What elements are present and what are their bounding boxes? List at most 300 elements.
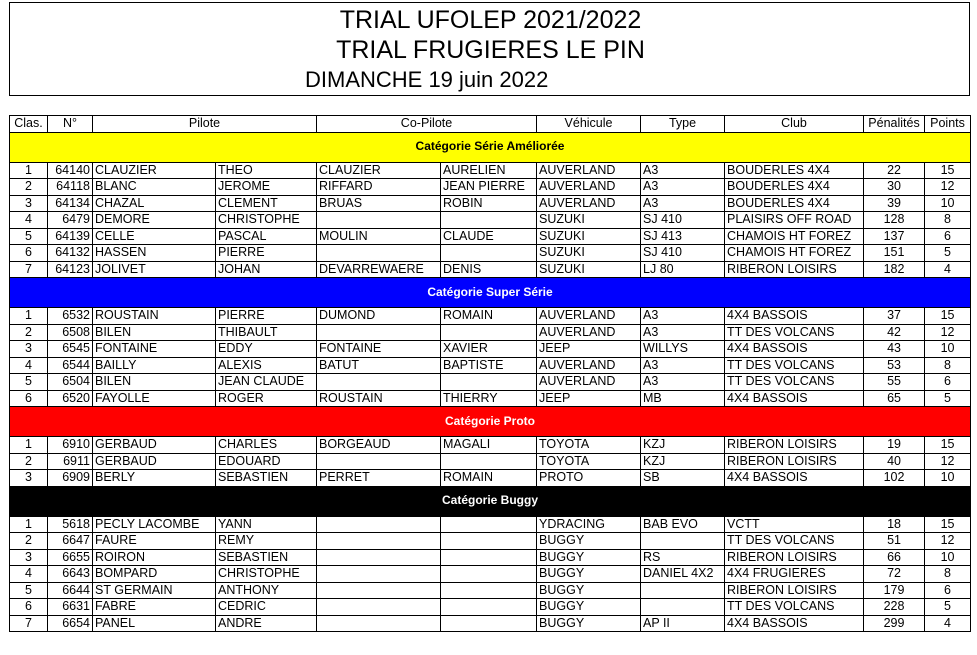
table-row: [10, 533, 971, 550]
table-cell: 2: [10, 533, 48, 550]
table-cell: 4X4 FRUGIERES: [725, 566, 864, 583]
table-cell: PANEL: [93, 615, 216, 632]
table-cell: EDDY: [216, 341, 317, 358]
table-cell: ROIRON: [93, 549, 216, 566]
table-row: [10, 162, 971, 179]
table-cell: THIBAULT: [216, 324, 317, 341]
col-header: Clas.: [10, 116, 48, 133]
table-cell: 30: [864, 179, 925, 196]
table-cell: BUGGY: [537, 582, 641, 599]
table-cell: [317, 453, 441, 470]
table-cell: 64139: [48, 228, 93, 245]
table-header-row: [10, 116, 971, 133]
table-cell: 4: [10, 212, 48, 229]
table-cell: A3: [641, 179, 725, 196]
table-cell: CLEMENT: [216, 195, 317, 212]
table-cell: BILEN: [93, 324, 216, 341]
table-cell: SJ 410: [641, 245, 725, 262]
col-header: Club: [725, 116, 864, 133]
table-cell: [441, 453, 537, 470]
table-cell: 6: [925, 228, 971, 245]
table-cell: 3: [10, 549, 48, 566]
table-row: [10, 308, 971, 325]
table-cell: 5: [10, 228, 48, 245]
table-row: [10, 374, 971, 391]
table-cell: JEAN PIERRE: [441, 179, 537, 196]
table-cell: SB: [641, 470, 725, 487]
table-cell: SUZUKI: [537, 261, 641, 278]
table-cell: 6631: [48, 599, 93, 616]
table-cell: [317, 324, 441, 341]
table-cell: 137: [864, 228, 925, 245]
table-cell: 4X4 BASSOIS: [725, 341, 864, 358]
table-cell: [441, 582, 537, 599]
table-cell: XAVIER: [441, 341, 537, 358]
table-cell: YANN: [216, 516, 317, 533]
table-cell: 1: [10, 162, 48, 179]
table-row: [10, 195, 971, 212]
table-cell: ANTHONY: [216, 582, 317, 599]
table-cell: BRUAS: [317, 195, 441, 212]
table-cell: RIBERON LOISIRS: [725, 549, 864, 566]
category-row: [10, 278, 971, 308]
table-cell: RIFFARD: [317, 179, 441, 196]
table-cell: EDOUARD: [216, 453, 317, 470]
table-cell: 6: [10, 390, 48, 407]
table-cell: 19: [864, 437, 925, 454]
table-cell: BOMPARD: [93, 566, 216, 583]
table-cell: SUZUKI: [537, 212, 641, 229]
table-cell: SEBASTIEN: [216, 549, 317, 566]
table-cell: [441, 212, 537, 229]
table-cell: 15: [925, 162, 971, 179]
table-cell: 43: [864, 341, 925, 358]
table-cell: DUMOND: [317, 308, 441, 325]
table-cell: 1: [10, 516, 48, 533]
table-cell: 6508: [48, 324, 93, 341]
table-cell: SJ 413: [641, 228, 725, 245]
category-title: Catégorie Série Améliorée: [10, 132, 971, 162]
col-header: Pénalités: [864, 116, 925, 133]
results-table: [9, 115, 971, 632]
table-cell: BUGGY: [537, 566, 641, 583]
table-cell: [441, 374, 537, 391]
table-cell: 5: [925, 245, 971, 262]
category-title: Catégorie Proto: [10, 407, 971, 437]
table-cell: 228: [864, 599, 925, 616]
table-cell: GERBAUD: [93, 453, 216, 470]
table-cell: 22: [864, 162, 925, 179]
table-cell: 1: [10, 308, 48, 325]
table-cell: ROMAIN: [441, 308, 537, 325]
table-cell: BOUDERLES 4X4: [725, 195, 864, 212]
col-header: Pilote: [93, 116, 317, 133]
table-cell: BORGEAUD: [317, 437, 441, 454]
title-line-1: TRIAL UFOLEP 2021/2022: [339, 6, 642, 34]
table-cell: SEBASTIEN: [216, 470, 317, 487]
table-cell: ROUSTAIN: [317, 390, 441, 407]
table-cell: 2: [10, 324, 48, 341]
table-cell: 6911: [48, 453, 93, 470]
table-row: [10, 261, 971, 278]
table-cell: 179: [864, 582, 925, 599]
table-cell: 53: [864, 357, 925, 374]
table-cell: PIERRE: [216, 245, 317, 262]
table-cell: 3: [10, 470, 48, 487]
table-cell: CHAMOIS HT FOREZ: [725, 228, 864, 245]
table-row: [10, 615, 971, 632]
table-cell: 1: [10, 437, 48, 454]
table-row: [10, 324, 971, 341]
table-cell: GERBAUD: [93, 437, 216, 454]
table-cell: THEO: [216, 162, 317, 179]
table-cell: 182: [864, 261, 925, 278]
table-cell: 10: [925, 470, 971, 487]
table-cell: FAURE: [93, 533, 216, 550]
table-row: [10, 566, 971, 583]
category-row: [10, 407, 971, 437]
table-cell: 64132: [48, 245, 93, 262]
table-cell: [441, 533, 537, 550]
table-cell: [441, 245, 537, 262]
table-cell: TOYOTA: [537, 453, 641, 470]
table-cell: PROTO: [537, 470, 641, 487]
table-cell: [317, 599, 441, 616]
table-cell: TT DES VOLCANS: [725, 533, 864, 550]
table-cell: BAB EVO: [641, 516, 725, 533]
table-cell: 7: [10, 261, 48, 278]
table-row: [10, 245, 971, 262]
table-row: [10, 179, 971, 196]
table-row: [10, 212, 971, 229]
table-cell: [441, 615, 537, 632]
table-cell: 55: [864, 374, 925, 391]
table-cell: AUVERLAND: [537, 162, 641, 179]
table-cell: 6544: [48, 357, 93, 374]
table-cell: 42: [864, 324, 925, 341]
table-cell: 64118: [48, 179, 93, 196]
table-cell: CHRISTOPHE: [216, 566, 317, 583]
table-cell: 15: [925, 437, 971, 454]
table-cell: HASSEN: [93, 245, 216, 262]
table-cell: 6644: [48, 582, 93, 599]
table-cell: 6643: [48, 566, 93, 583]
table-row: [10, 516, 971, 533]
table-cell: SUZUKI: [537, 245, 641, 262]
table-cell: BAILLY: [93, 357, 216, 374]
table-cell: 299: [864, 615, 925, 632]
table-cell: AURELIEN: [441, 162, 537, 179]
table-cell: 64134: [48, 195, 93, 212]
table-cell: 39: [864, 195, 925, 212]
table-cell: FAYOLLE: [93, 390, 216, 407]
table-cell: 6654: [48, 615, 93, 632]
table-row: [10, 549, 971, 566]
table-cell: RIBERON LOISIRS: [725, 437, 864, 454]
table-cell: 18: [864, 516, 925, 533]
table-cell: 5: [925, 599, 971, 616]
table-cell: TOYOTA: [537, 437, 641, 454]
table-cell: TT DES VOLCANS: [725, 324, 864, 341]
table-cell: 12: [925, 324, 971, 341]
table-cell: SUZUKI: [537, 228, 641, 245]
table-cell: CHAMOIS HT FOREZ: [725, 245, 864, 262]
table-cell: [641, 533, 725, 550]
table-cell: BOUDERLES 4X4: [725, 162, 864, 179]
table-row: [10, 341, 971, 358]
table-cell: 5618: [48, 516, 93, 533]
table-cell: 15: [925, 516, 971, 533]
table-cell: MOULIN: [317, 228, 441, 245]
table-cell: 6479: [48, 212, 93, 229]
table-cell: A3: [641, 357, 725, 374]
table-cell: 4X4 BASSOIS: [725, 470, 864, 487]
category-row: [10, 132, 971, 162]
table-cell: BATUT: [317, 357, 441, 374]
header-box: [9, 2, 970, 96]
table-cell: PERRET: [317, 470, 441, 487]
table-cell: PLAISIRS OFF ROAD: [725, 212, 864, 229]
table-cell: RIBERON LOISIRS: [725, 582, 864, 599]
category-title: Catégorie Buggy: [10, 486, 971, 516]
table-cell: CHARLES: [216, 437, 317, 454]
table-row: [10, 437, 971, 454]
table-cell: 4: [10, 566, 48, 583]
table-cell: DANIEL 4X2: [641, 566, 725, 583]
table-cell: REMY: [216, 533, 317, 550]
table-cell: A3: [641, 374, 725, 391]
table-cell: ST GERMAIN: [93, 582, 216, 599]
table-cell: AUVERLAND: [537, 195, 641, 212]
table-cell: KZJ: [641, 437, 725, 454]
table-cell: [317, 582, 441, 599]
table-cell: [441, 516, 537, 533]
table-cell: 64123: [48, 261, 93, 278]
table-cell: AUVERLAND: [537, 324, 641, 341]
table-cell: A3: [641, 308, 725, 325]
table-cell: [441, 599, 537, 616]
table-row: [10, 453, 971, 470]
table-cell: 10: [925, 195, 971, 212]
table-cell: WILLYS: [641, 341, 725, 358]
table-cell: 4: [10, 357, 48, 374]
table-cell: 6909: [48, 470, 93, 487]
table-cell: JOHAN: [216, 261, 317, 278]
table-cell: FONTAINE: [93, 341, 216, 358]
table-cell: 72: [864, 566, 925, 583]
table-body: [10, 132, 971, 632]
table-cell: [317, 566, 441, 583]
table-cell: PIERRE: [216, 308, 317, 325]
table-cell: 128: [864, 212, 925, 229]
col-header: Type: [641, 116, 725, 133]
table-cell: A3: [641, 195, 725, 212]
table-cell: CLAUZIER: [93, 162, 216, 179]
table-cell: 10: [925, 341, 971, 358]
table-row: [10, 582, 971, 599]
table-cell: ANDRE: [216, 615, 317, 632]
table-cell: 4X4 BASSOIS: [725, 390, 864, 407]
table-cell: MB: [641, 390, 725, 407]
table-cell: DEMORE: [93, 212, 216, 229]
table-row: [10, 599, 971, 616]
category-row: [10, 486, 971, 516]
table-cell: BAPTISTE: [441, 357, 537, 374]
table-cell: CEDRIC: [216, 599, 317, 616]
table-cell: THIERRY: [441, 390, 537, 407]
table-cell: 4X4 BASSOIS: [725, 308, 864, 325]
table-cell: JEROME: [216, 179, 317, 196]
table-cell: 102: [864, 470, 925, 487]
table-cell: 12: [925, 179, 971, 196]
table-cell: JEEP: [537, 390, 641, 407]
table-cell: [317, 245, 441, 262]
table-cell: ROGER: [216, 390, 317, 407]
table-cell: RIBERON LOISIRS: [725, 261, 864, 278]
table-cell: 5: [10, 582, 48, 599]
table-row: [10, 228, 971, 245]
table-cell: 6504: [48, 374, 93, 391]
table-cell: [317, 615, 441, 632]
table-cell: 8: [925, 212, 971, 229]
table-cell: 7: [10, 615, 48, 632]
table-cell: JEEP: [537, 341, 641, 358]
table-cell: PECLY LACOMBE: [93, 516, 216, 533]
table-cell: [641, 582, 725, 599]
table-cell: 151: [864, 245, 925, 262]
table-cell: 6: [10, 599, 48, 616]
table-cell: 2: [10, 453, 48, 470]
table-cell: AUVERLAND: [537, 308, 641, 325]
col-header: Véhicule: [537, 116, 641, 133]
table-cell: 6: [925, 374, 971, 391]
table-cell: TT DES VOLCANS: [725, 357, 864, 374]
table-cell: 6647: [48, 533, 93, 550]
col-header: Points: [925, 116, 971, 133]
table-cell: A3: [641, 324, 725, 341]
category-title: Catégorie Super Série: [10, 278, 971, 308]
table-cell: 3: [10, 341, 48, 358]
table-cell: BERLY: [93, 470, 216, 487]
table-row: [10, 470, 971, 487]
table-cell: PASCAL: [216, 228, 317, 245]
table-cell: 5: [925, 390, 971, 407]
title-line-2: TRIAL FRUGIERES LE PIN: [336, 36, 645, 64]
table-cell: JEAN CLAUDE: [216, 374, 317, 391]
table-cell: 12: [925, 453, 971, 470]
table-cell: YDRACING: [537, 516, 641, 533]
table-cell: BUGGY: [537, 599, 641, 616]
table-cell: LJ 80: [641, 261, 725, 278]
table-cell: [641, 599, 725, 616]
table-cell: 15: [925, 308, 971, 325]
table-cell: BOUDERLES 4X4: [725, 179, 864, 196]
table-cell: FONTAINE: [317, 341, 441, 358]
table-cell: TT DES VOLCANS: [725, 374, 864, 391]
table-cell: ROMAIN: [441, 470, 537, 487]
table-cell: 6545: [48, 341, 93, 358]
table-cell: 8: [925, 357, 971, 374]
table-cell: AUVERLAND: [537, 179, 641, 196]
table-cell: BLANC: [93, 179, 216, 196]
table-cell: 6: [925, 582, 971, 599]
table-cell: KZJ: [641, 453, 725, 470]
table-cell: CELLE: [93, 228, 216, 245]
table-cell: [317, 533, 441, 550]
table-cell: CLAUDE: [441, 228, 537, 245]
table-cell: 40: [864, 453, 925, 470]
table-cell: [317, 549, 441, 566]
table-cell: AUVERLAND: [537, 357, 641, 374]
table-cell: ROBIN: [441, 195, 537, 212]
table-cell: [441, 324, 537, 341]
table-cell: RS: [641, 549, 725, 566]
table-cell: DENIS: [441, 261, 537, 278]
table-cell: TT DES VOLCANS: [725, 599, 864, 616]
table-row: [10, 357, 971, 374]
table-cell: 4X4 BASSOIS: [725, 615, 864, 632]
table-cell: 4: [925, 261, 971, 278]
table-cell: 65: [864, 390, 925, 407]
table-cell: [317, 516, 441, 533]
table-cell: 6910: [48, 437, 93, 454]
table-cell: FABRE: [93, 599, 216, 616]
table-cell: AP II: [641, 615, 725, 632]
table-cell: A3: [641, 162, 725, 179]
table-cell: BUGGY: [537, 549, 641, 566]
table-cell: RIBERON LOISIRS: [725, 453, 864, 470]
table-cell: 6655: [48, 549, 93, 566]
table-cell: CLAUZIER: [317, 162, 441, 179]
table-cell: 3: [10, 195, 48, 212]
table-cell: 12: [925, 533, 971, 550]
table-cell: [441, 549, 537, 566]
table-cell: MAGALI: [441, 437, 537, 454]
table-cell: BUGGY: [537, 533, 641, 550]
table-cell: 5: [10, 374, 48, 391]
table-cell: 6520: [48, 390, 93, 407]
table-cell: CHAZAL: [93, 195, 216, 212]
table-cell: 64140: [48, 162, 93, 179]
table-cell: ROUSTAIN: [93, 308, 216, 325]
table-cell: 6532: [48, 308, 93, 325]
table-cell: 6: [10, 245, 48, 262]
table-cell: SJ 410: [641, 212, 725, 229]
table-cell: 37: [864, 308, 925, 325]
col-header: Co-Pilote: [317, 116, 537, 133]
table-cell: 8: [925, 566, 971, 583]
table-cell: VCTT: [725, 516, 864, 533]
table-cell: [317, 374, 441, 391]
table-cell: [441, 566, 537, 583]
title-date: DIMANCHE 19 juin 2022: [305, 67, 549, 92]
table-cell: JOLIVET: [93, 261, 216, 278]
table-cell: BILEN: [93, 374, 216, 391]
table-cell: 2: [10, 179, 48, 196]
table-cell: 51: [864, 533, 925, 550]
table-cell: 10: [925, 549, 971, 566]
table-cell: BUGGY: [537, 615, 641, 632]
table-cell: CHRISTOPHE: [216, 212, 317, 229]
table-row: [10, 390, 971, 407]
table-cell: ALEXIS: [216, 357, 317, 374]
col-header: N°: [48, 116, 93, 133]
table-cell: 4: [925, 615, 971, 632]
table-cell: AUVERLAND: [537, 374, 641, 391]
table-cell: DEVARREWAERE: [317, 261, 441, 278]
table-cell: [317, 212, 441, 229]
table-cell: 66: [864, 549, 925, 566]
